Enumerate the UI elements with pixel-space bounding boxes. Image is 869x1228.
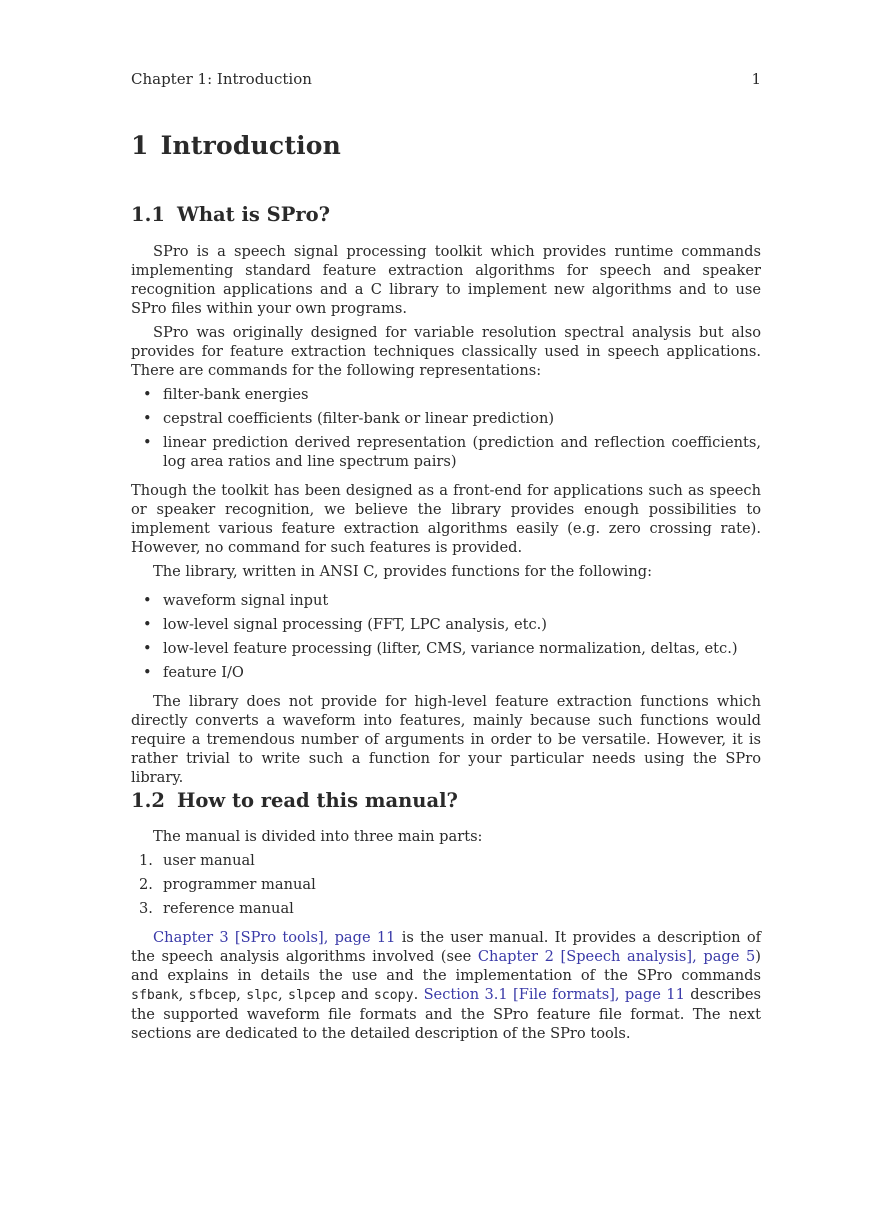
command-name: slpcep bbox=[288, 988, 336, 1003]
xref-link-file-formats[interactable]: Section 3.1 [File formats], page 11 bbox=[423, 986, 685, 1003]
text-run: , bbox=[236, 986, 247, 1003]
text-run: is the user manual. It provides a description of the speech analysis algorithms involved (see bbox=[131, 929, 762, 965]
paragraph: The manual is divided into three main parts: bbox=[153, 828, 483, 845]
list-item bbox=[131, 591, 761, 610]
chapter-title bbox=[131, 131, 341, 160]
bullet-icon: • bbox=[143, 410, 152, 427]
command-name: scopy bbox=[373, 988, 414, 1003]
paragraph: The library, written in ANSI C, provides functions for the following: bbox=[153, 563, 653, 580]
paragraph: The library does not provide for high-level feature extraction functions which directly converts a waveform into features, mainly because such functions would require a tremendous number of arguments in order to be versatile. However, it is rather trivial to write such a function for your particular needs using the SPro library. bbox=[131, 693, 761, 786]
list-item-text: programmer manual bbox=[163, 876, 316, 893]
list-item-text: waveform signal input bbox=[163, 592, 329, 609]
list-number: 3. bbox=[139, 900, 153, 917]
list-number: 2. bbox=[139, 876, 153, 893]
section-title: What is SPro? bbox=[176, 203, 331, 226]
xref-link-spro-tools[interactable]: Chapter 3 [SPro tools], page 11 bbox=[153, 929, 396, 946]
bullet-icon: • bbox=[143, 640, 152, 657]
manual-parts-list bbox=[131, 851, 761, 918]
running-head bbox=[131, 70, 761, 88]
section-heading-1-2 bbox=[131, 789, 458, 812]
section-1-1-body bbox=[131, 242, 761, 787]
list-item bbox=[131, 899, 761, 918]
paragraph bbox=[131, 928, 761, 1043]
text-run: ) and explains in details the use and the implementation of the SPro commands bbox=[131, 948, 761, 984]
list-item bbox=[131, 385, 761, 404]
list-item-text: linear prediction derived representation (prediction and reflection coefficients, log area ratios and line spectrum pairs) bbox=[163, 434, 761, 470]
list-item-text: feature I/O bbox=[163, 664, 244, 681]
list-item-text: filter-bank energies bbox=[163, 386, 309, 403]
running-head-chapter: Chapter 1: Introduction bbox=[131, 70, 312, 88]
text-run: , bbox=[278, 986, 289, 1003]
list-item-text: cepstral coefficients (filter-bank or linear prediction) bbox=[163, 410, 555, 427]
list-item bbox=[131, 851, 761, 870]
list-item bbox=[131, 615, 761, 634]
chapter-title-text: Introduction bbox=[160, 131, 342, 160]
list-item bbox=[131, 409, 761, 428]
list-item-text: reference manual bbox=[163, 900, 294, 917]
list-number: 1. bbox=[139, 852, 153, 869]
command-name: sfbcep bbox=[188, 988, 237, 1003]
list-item-text: low-level feature processing (lifter, CMS, variance normalization, deltas, etc.) bbox=[163, 640, 738, 657]
library-functions-list bbox=[131, 591, 761, 682]
paragraph: SPro is a speech signal processing toolkit which provides runtime commands implementing standard feature extraction algorithms for speech and speaker recognition applications and a C library to implement new algorithms and to use SPro files within your own programs. bbox=[131, 243, 761, 317]
bullet-icon: • bbox=[143, 616, 152, 633]
list-item bbox=[131, 663, 761, 682]
chapter-number: 1 bbox=[131, 131, 149, 160]
text-run: describes the supported waveform file formats and the SPro feature file format. The next sections are dedicated to the detailed description of the SPro tools. bbox=[131, 986, 761, 1042]
text-run: and bbox=[335, 986, 374, 1003]
list-item bbox=[131, 433, 761, 471]
section-1-2-body bbox=[131, 827, 761, 1043]
xref-link-speech-analysis[interactable]: Chapter 2 [Speech analysis], page 5 bbox=[477, 948, 756, 965]
list-item-text: low-level signal processing (FFT, LPC analysis, etc.) bbox=[163, 616, 547, 633]
command-name: sfbank bbox=[131, 988, 179, 1003]
section-number: 1.2 bbox=[131, 789, 165, 812]
representations-list bbox=[131, 385, 761, 471]
section-number: 1.1 bbox=[131, 203, 165, 226]
bullet-icon: • bbox=[143, 664, 152, 681]
text-run: , bbox=[178, 986, 189, 1003]
section-heading-1-1 bbox=[131, 203, 330, 226]
list-item bbox=[131, 875, 761, 894]
text-run: . bbox=[413, 986, 424, 1003]
bullet-icon: • bbox=[143, 434, 152, 451]
page-number: 1 bbox=[751, 70, 761, 88]
list-item-text: user manual bbox=[163, 852, 255, 869]
bullet-icon: • bbox=[143, 592, 152, 609]
section-title: How to read this manual? bbox=[176, 789, 458, 812]
bullet-icon: • bbox=[143, 386, 152, 403]
list-item bbox=[131, 639, 761, 658]
command-name: slpc bbox=[246, 988, 279, 1003]
paragraph: Though the toolkit has been designed as a front-end for applications such as speech or speaker recognition, we believe the library provides enough possibilities to implement various feature extraction algorithms easily (e.g. zero crossing rate). However, no command for such features is provided. bbox=[131, 482, 761, 556]
paragraph: SPro was originally designed for variable resolution spectral analysis but also provides for feature extraction techniques classically used in speech applications. There are commands for the following representations: bbox=[131, 324, 761, 379]
